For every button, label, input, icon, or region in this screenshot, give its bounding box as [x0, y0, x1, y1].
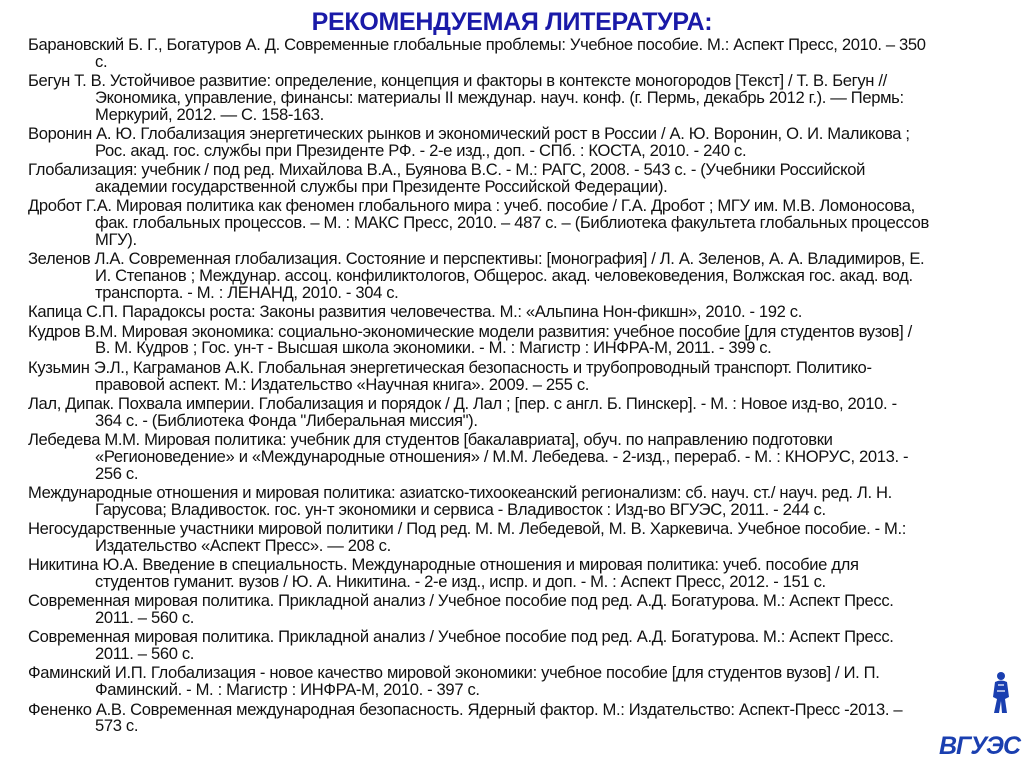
entry-line: 2011. – 560 с.	[95, 608, 195, 628]
bibliography-entry	[28, 251, 1018, 302]
entry-line: фак. глобальных процессов. – М. : МАКС Пресс, 2010. – 487 с. – (Библиотека факультета глобальных процессов	[95, 213, 929, 233]
bibliography-entry	[28, 521, 1018, 555]
entry-line: 2011. – 560 с.	[95, 644, 195, 664]
entry-line: И. Степанов ; Междунар. ассоц. конфиликтологов, Общерос. акад. человековедения, Волжская гос. акад. вод.	[95, 266, 913, 286]
bibliography-entry	[28, 126, 1018, 160]
entry-line: Капица С.П. Парадоксы роста: Законы развития человечества. М.: «Альпина Нон-фикшн», 2010. - 192 с.	[28, 302, 803, 322]
bibliography-entry	[28, 321, 1018, 358]
entry-line: Кузьмин Э.Л., Каграманов А.К. Глобальная энергетическая безопасность и трубопроводный транспорт. Политико-	[28, 357, 872, 377]
entry-line: транспорта. - М. : ЛЕНАНД, 2010. - 304 с.	[95, 283, 399, 303]
entry-line: Кудров В.М. Мировая экономика: социально-экономические модели развития: учебное пособие [для студентов вузов] /	[28, 321, 912, 341]
entry-line: студентов гуманит. вузов / Ю. А. Никитина. - 2-е изд., испр. и доп. - М. : Аспект Пресс, 2012. - 151 с.	[95, 572, 826, 592]
bibliography-entry	[28, 629, 1018, 663]
entry-line: МГУ).	[95, 230, 137, 250]
entry-line: Фаминский И.П. Глобализация - новое качество мировой экономики: учебное пособие [для студентов вузов] / И. П.	[28, 663, 880, 683]
bibliography-entry	[28, 699, 1018, 736]
entry-line: Дробот Г.А. Мировая политика как феномен глобального мира : учеб. пособие / Г.А. Дробот ; МГУ им. М.В. Ломоносова,	[28, 196, 915, 216]
entry-line: Фаминский. - М. : Магистр : ИНФРА-М, 2010. - 397 с.	[95, 680, 480, 700]
entry-line: В. М. Кудров ; Гос. ун-т - Высшая школа экономики. - М. : Магистр : ИНФРА-М, 2011. - 399 с.	[95, 338, 772, 358]
university-logo	[938, 671, 1020, 761]
entry-line: Глобализация: учебник / под ред. Михайлова В.А., Буянова В.С. - М.: РАГС, 2008. - 543 с. - (Учебники Российской	[28, 160, 866, 180]
bibliography-entry	[28, 73, 1018, 124]
entry-line: Современная мировая политика. Прикладной анализ / Учебное пособие под ред. А.Д. Богатурова. М.: Аспект Пресс.	[28, 627, 894, 647]
bibliography-entry	[28, 37, 1018, 71]
entry-line: Зеленов Л.А. Современная глобализация. Состояние и перспективы: [монография] / Л. А. Зеленов, А. А. Владимиров, Е.	[28, 249, 925, 269]
entry-line: Воронин А. Ю. Глобализация энергетических рынков и экономический рост в России / А. Ю. Воронин, О. И. Маликова ;	[28, 124, 910, 144]
entry-line: Экономика, управление, финансы: материалы II междунар. науч. конф. (г. Пермь, декабрь 2012 г.). — Пермь:	[95, 88, 904, 108]
bibliography-entry	[28, 162, 1018, 196]
entry-line: 573 с.	[95, 716, 139, 736]
entry-line: с.	[95, 51, 108, 71]
bibliography-list	[28, 37, 1018, 738]
bibliography-entry	[28, 429, 1018, 483]
bibliography-entry	[28, 357, 1018, 394]
entry-line: правовой аспект. М.: Издательство «Научная книга». 2009. – 255 с.	[95, 374, 590, 394]
entry-line: академии государственной службы при Президенте Российской Федерации).	[95, 177, 668, 197]
entry-line: Лал, Дипак. Похвала империи. Глобализация и порядок / Д. Лал ; [пер. с англ. Б. Пинскер]. - М. : Новое изд-во, 2010. -	[28, 393, 897, 413]
entry-line: Издательство «Аспект Пресс». — 208 с.	[95, 535, 391, 555]
entry-line: Никитина Ю.А. Введение в специальность. Международные отношения и мировая политика: учеб. пособие для	[28, 555, 859, 575]
entry-line: Бегун Т. В. Устойчивое развитие: определение, концепция и факторы в контексте моногородов [Текст] / Т. В. Бегун //	[28, 71, 887, 91]
entry-line: 256 с.	[95, 463, 139, 483]
logo-figure-icon	[990, 671, 1012, 715]
bibliography-entry	[28, 482, 1018, 519]
bibliography-entry	[28, 557, 1018, 591]
entry-line: Негосударственные участники мировой политики / Под ред. М. М. Лебедевой, М. В. Харкевича. Учебное пособие. - М.:	[28, 519, 907, 539]
entry-line: Лебедева М.М. Мировая политика: учебник для студентов [бакалавриата], обуч. по направлению подготовки	[28, 429, 833, 449]
entry-line: «Регионоведение» и «Международные отношения» / М.М. Лебедева. - 2-изд., перераб. - М. : КНОРУС, 2013. -	[95, 446, 909, 466]
bibliography-entry	[28, 304, 1018, 321]
bibliography-entry	[28, 593, 1018, 627]
entry-line: Современная мировая политика. Прикладной анализ / Учебное пособие под ред. А.Д. Богатурова. М.: Аспект Пресс.	[28, 591, 894, 611]
entry-line: 364 с. - (Библиотека Фонда "Либеральная миссия").	[95, 410, 478, 430]
entry-line: Меркурий, 2012. — С. 158-163.	[95, 104, 324, 124]
logo-text: ВГУЭС	[938, 732, 1020, 760]
entry-line: Международные отношения и мировая политика: азиатско-тихоокеанский регионализм: сб. науч. ст./ науч. ред. Л. Н.	[28, 482, 892, 502]
bibliography-entry	[28, 198, 1018, 249]
bibliography-entry	[28, 665, 1018, 699]
entry-line: Гарусова; Владивосток. гос. ун-т экономики и сервиса - Владивосток : Изд-во ВГУЭС, 2011. - 244 с.	[95, 499, 826, 519]
entry-line: Барановский Б. Г., Богатуров А. Д. Современные глобальные проблемы: Учебное пособие. М.: Аспект Пресс, 2010. – 350	[28, 35, 926, 54]
bibliography-entry	[28, 393, 1018, 430]
entry-line: Рос. акад. гос. службы при Президенте РФ. - 2-е изд., доп. - СПб. : КОСТА, 2010. - 240 с.	[95, 141, 747, 161]
page-title: РЕКОМЕНДУЕМАЯ ЛИТЕРАТУРА:	[311, 8, 713, 36]
entry-line: Фененко А.В. Современная международная безопасность. Ядерный фактор. М.: Издательство: Аспект-Пресс -2013. –	[28, 699, 903, 719]
